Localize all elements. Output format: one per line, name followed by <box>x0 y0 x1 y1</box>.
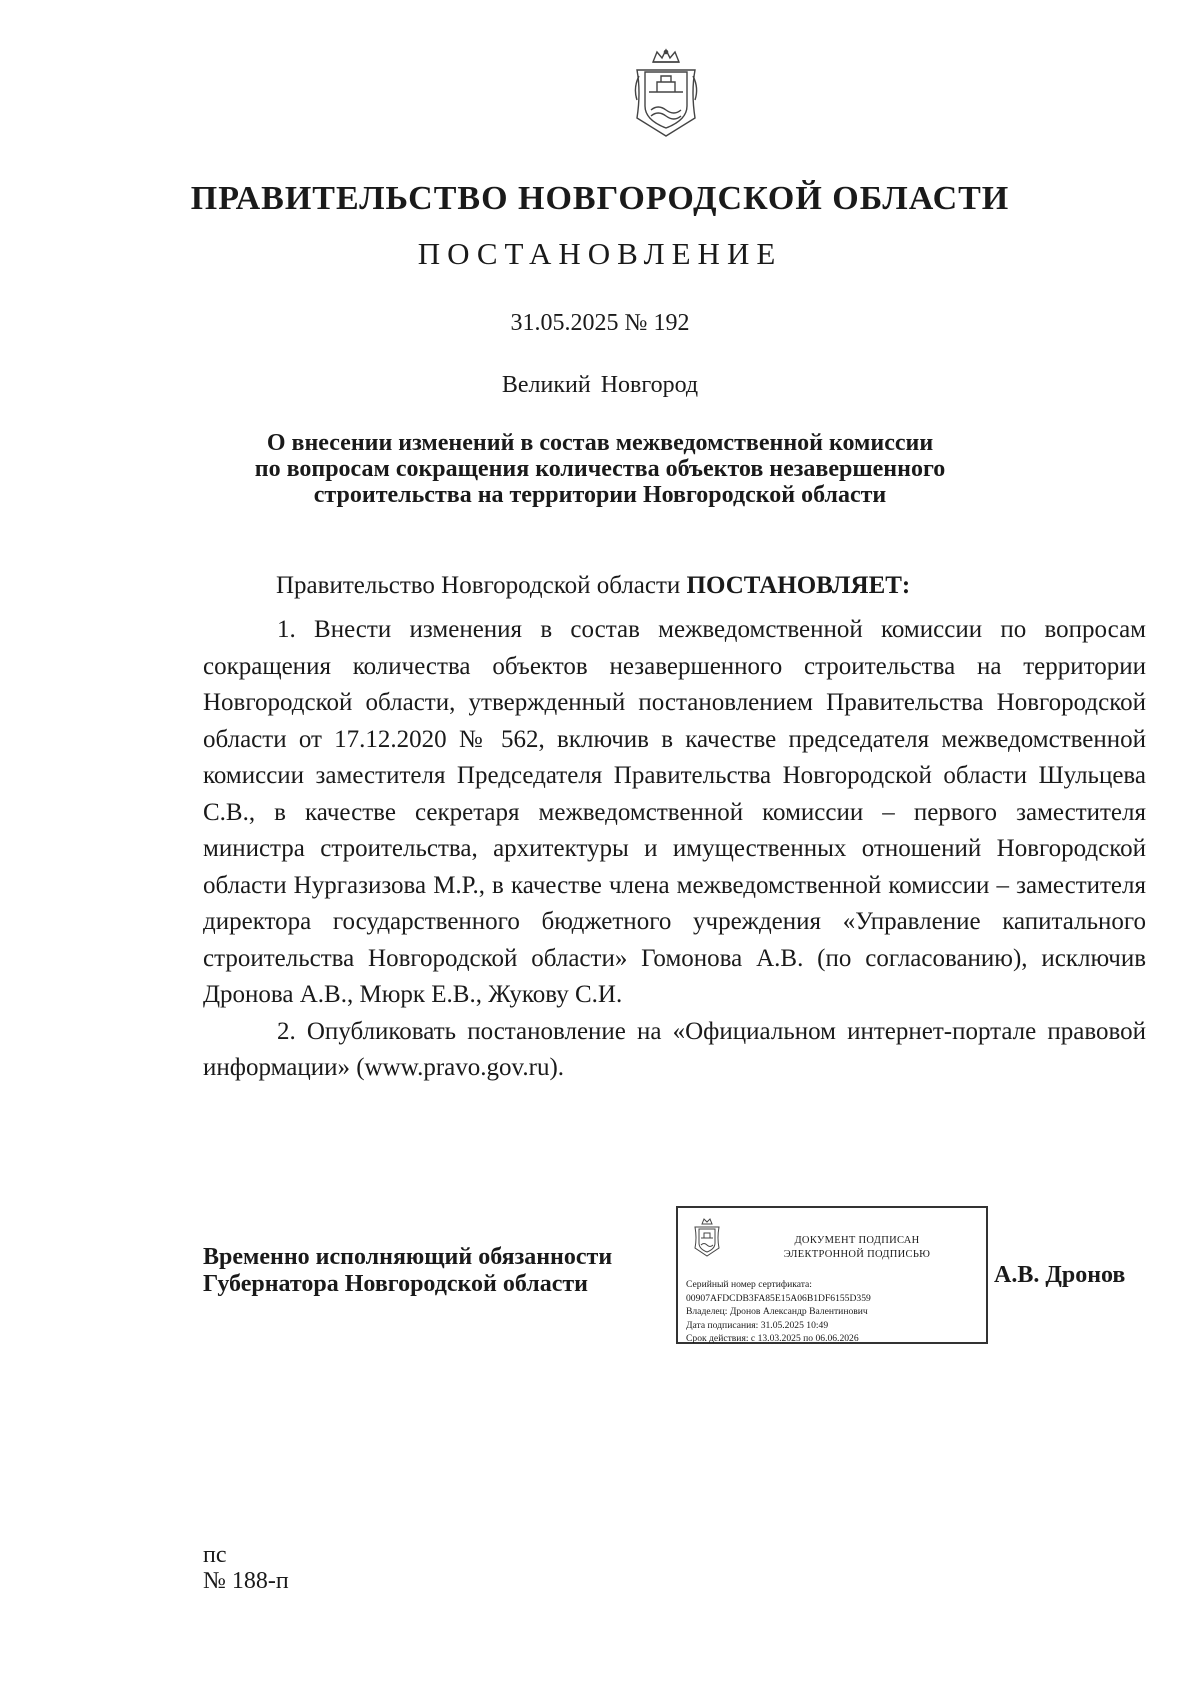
subject-line: по вопросам сокращения количества объектов незавершенного <box>254 456 946 482</box>
novgorod-coat-of-arms-icon <box>692 1218 722 1258</box>
body-paragraph-1: 1. Внести изменения в состав межведомственной комиссии по вопросам сокращения количества объектов незавершенного строительства на территории Новгородской области, утвержденный постановлением Правительства Новгородской области от 17.12.2020 № 562, включив в качестве председателя межведомственной комиссии заместителя Председателя Правительства Новгородской области Шульцева С.В., в качестве секретаря межведомственной комиссии – первого заместителя министра строительства, архитектуры и имущественных отношений Новгородской области Нургазизова М.Р., в качестве члена межведомственной комиссии – заместителя директора государственного бюджетного учреждения «Управление капитального строительства Новгородской области» Гомонова А.В. (по согласованию), исключив Дронова А.В., Мюрк Е.В., Жукову С.И. <box>203 616 1146 1008</box>
stamp-heading-line: ДОКУМЕНТ ПОДПИСАН <box>794 1235 920 1246</box>
document-city: Великий Новгород <box>501 372 699 398</box>
document-subject <box>240 430 960 508</box>
stamp-serial-value: 00907AFDCDB3FA85E15A06B1DF6155D359 <box>686 1292 871 1304</box>
org-title: ПРАВИТЕЛЬСТВО НОВГОРОДСКОЙ ОБЛАСТИ <box>190 180 1010 217</box>
preamble-keyword: ПОСТАНОВЛЯЕТ: <box>686 572 911 599</box>
signer-title-line: Временно исполняющий обязанности <box>203 1244 613 1270</box>
stamp-heading <box>734 1234 980 1262</box>
preamble-text: Правительство Новгородской области <box>276 572 687 599</box>
stamp-heading-line: ЭЛЕКТРОННОЙ ПОДПИСЬЮ <box>783 1249 931 1260</box>
footer-code-number: № 188-п <box>203 1568 289 1594</box>
stamp-details <box>686 1278 984 1346</box>
subject-line: О внесении изменений в состав межведомственной комиссии <box>266 430 934 456</box>
subject-line: строительства на территории Новгородской области <box>313 482 887 508</box>
signer-title <box>203 1244 612 1298</box>
footer-code <box>203 1542 289 1594</box>
signer-name: А.В. Дронов <box>994 1262 1126 1288</box>
preamble <box>276 572 910 600</box>
document-body <box>203 612 1146 1087</box>
stamp-signed-date: Дата подписания: 31.05.2025 10:49 <box>686 1319 829 1331</box>
footer-code-label: пс <box>203 1542 227 1568</box>
body-paragraph-2: 2. Опубликовать постановление на «Официальном интернет-портале правовой информации» (www.pravo.gov.ru). <box>203 1017 1146 1081</box>
document-date-number: 31.05.2025 № 192 <box>510 310 690 336</box>
stamp-owner: Владелец: Дронов Александр Валентинович <box>686 1306 868 1317</box>
stamp-validity: Срок действия: с 13.03.2025 по 06.06.2026 <box>686 1333 859 1344</box>
novgorod-coat-of-arms-icon <box>631 48 701 140</box>
signer-title-line: Губернатора Новгородской области <box>203 1271 589 1297</box>
stamp-serial-label: Серийный номер сертификата: <box>686 1279 812 1290</box>
document-type: ПОСТАНОВЛЕНИЕ <box>417 236 783 271</box>
electronic-signature-stamp <box>676 1206 988 1344</box>
